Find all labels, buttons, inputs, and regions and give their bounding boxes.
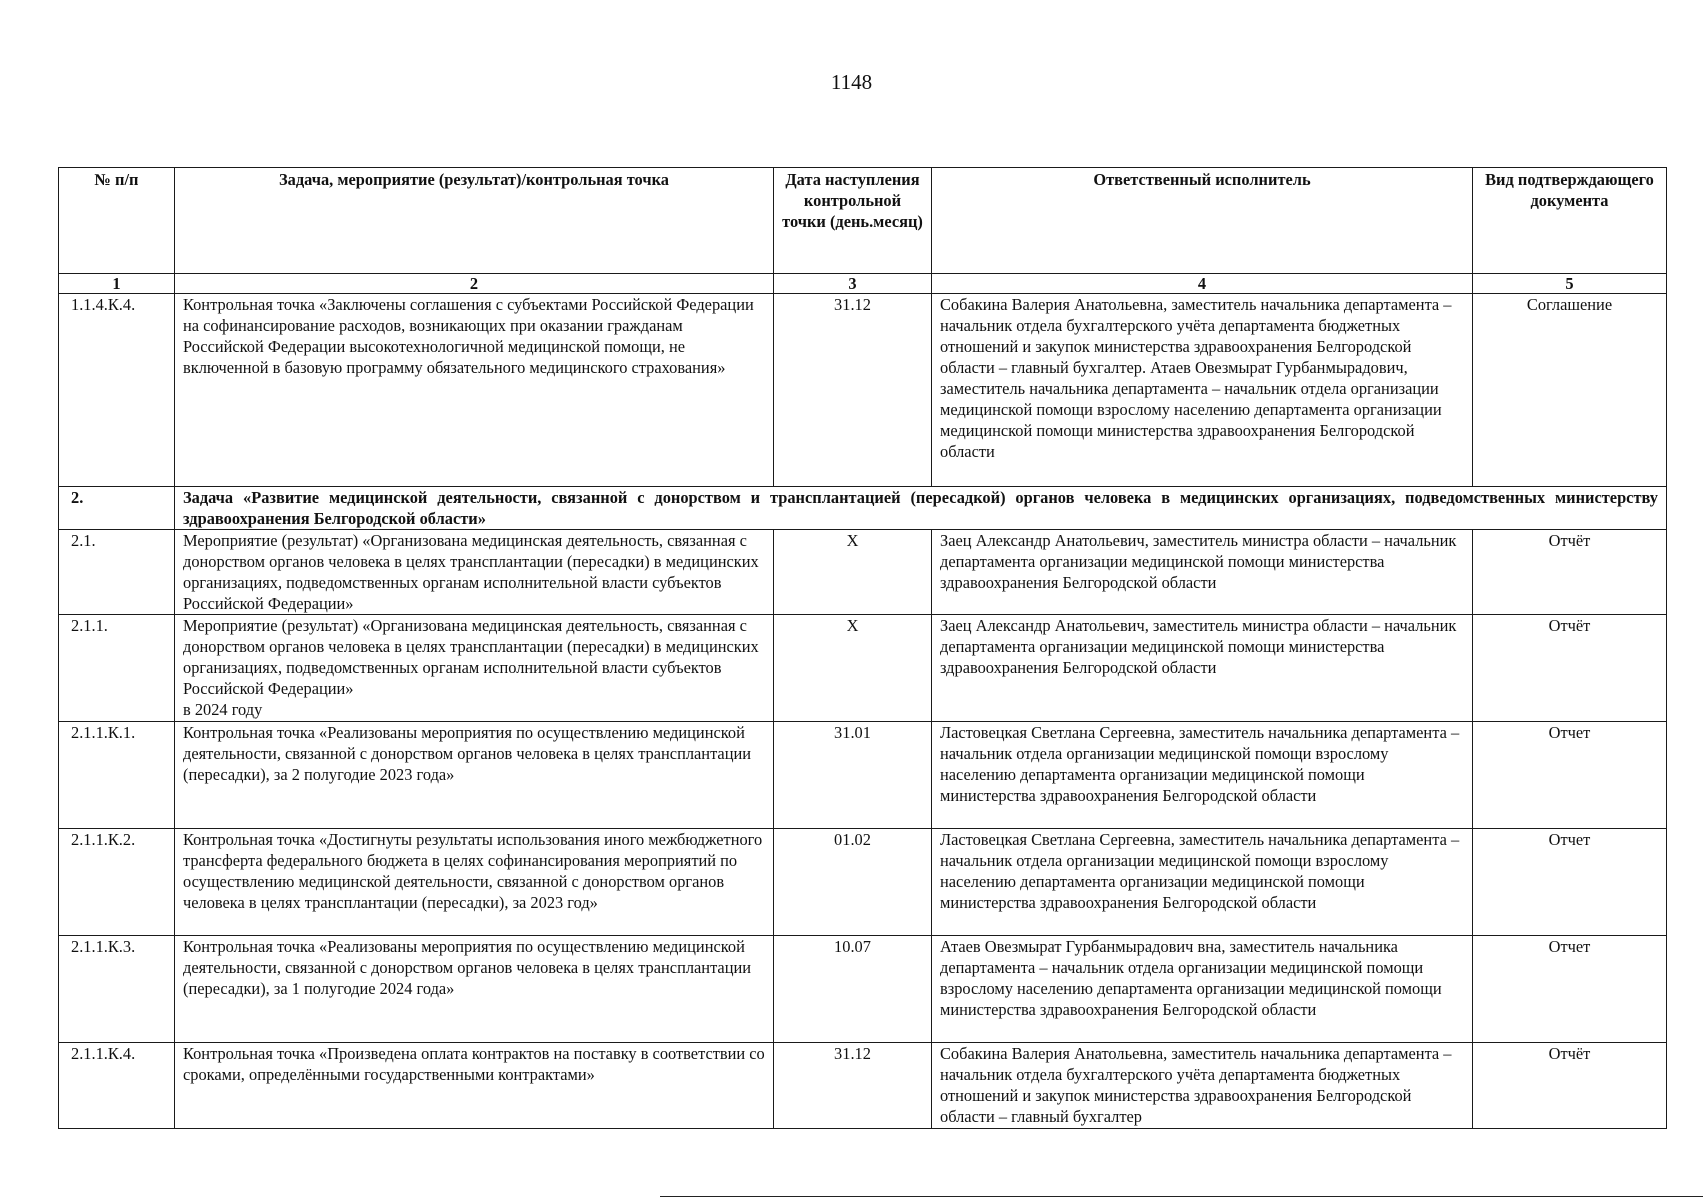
row-date: 31.12 (774, 1043, 932, 1129)
row-responsible: Собакина Валерия Анатольевна, заместитель начальника департамента – начальник отдела бухгалтерского учёта департамента бюджетных отношений и закупок министерства здравоохранения Белгородской области – главный бухгалтер (932, 1043, 1473, 1129)
task-row (59, 487, 1667, 530)
row-task-text: Контрольная точка «Реализованы мероприятия по осуществлению медицинской деятельности, связанной с донорством органов человека в целях трансплантации (пересадки), за 2 полугодие 2023 года» (175, 722, 774, 829)
table-row (59, 294, 1667, 487)
column-number: 1 (59, 274, 175, 294)
row-task-text: Контрольная точка «Достигнуты результаты использования иного межбюджетного трансферта федерального бюджета в целях софинансирования мероприятий по осуществлению медицинской деятельности, связанной с донорством органов человека в целях трансплантации (пересадки), за 2023 год» (175, 829, 774, 936)
row-date: 01.02 (774, 829, 932, 936)
header-task: Задача, мероприятие (результат)/контрольная точка (175, 168, 774, 274)
table-row (59, 615, 1667, 722)
row-date: Х (774, 615, 932, 722)
row-doc-type: Отчёт (1473, 530, 1667, 615)
table-row (59, 530, 1667, 615)
row-doc-type: Отчёт (1473, 1043, 1667, 1129)
row-task-text: Мероприятие (результат) «Организована медицинская деятельность, связанная с донорством органов человека в целях трансплантации (пересадки) в медицинских организациях, подведомственных органам исполнительной власти субъектов Российской Федерации» (183, 616, 759, 698)
table-row (59, 936, 1667, 1043)
row-number: 2.1.1. (59, 615, 175, 722)
column-number: 3 (774, 274, 932, 294)
bottom-divider-line (660, 1196, 1703, 1197)
task-title: Задача «Развитие медицинской деятельности, связанной с донорством и трансплантацией (пересадкой) органов человека в медицинских организациях, подведомственных министерству здравоохранения Белгородской области» (175, 487, 1667, 530)
row-task-extra: в 2024 году (183, 700, 263, 719)
header-num: № п/п (59, 168, 175, 274)
control-points-table (58, 167, 1667, 1129)
row-task-text: Контрольная точка «Произведена оплата контрактов на поставку в соответствии со сроками, определёнными государственными контрактами» (175, 1043, 774, 1129)
row-task-text: Мероприятие (результат) «Организована медицинская деятельность, связанная с донорством органов человека в целях трансплантации (пересадки) в медицинских организациях, подведомственных органам исполнительной власти субъектов Российской Федерации» (175, 530, 774, 615)
row-doc-type: Отчет (1473, 829, 1667, 936)
row-doc-type: Отчет (1473, 722, 1667, 829)
column-number: 5 (1473, 274, 1667, 294)
header-doc-type: Вид подтверждающего документа (1473, 168, 1667, 274)
row-responsible: Собакина Валерия Анатольевна, заместитель начальника департамента – начальник отдела бухгалтерского учёта департамента бюджетных отношений и закупок министерства здравоохранения Белгородской области – главный бухгалтер. Атаев Овезмырат Гурбанмырадович, заместитель начальника департамента – начальник отдела организации медицинской помощи взрослому населению департамента организации медицинской помощи министерства здравоохранения Белгородской области (932, 294, 1473, 487)
row-date: 10.07 (774, 936, 932, 1043)
row-responsible: Ластовецкая Светлана Сергеевна, заместитель начальника департамента – начальник отдела организации медицинской помощи взрослому населению департамента организации медицинской помощи министерства здравоохранения Белгородской области (932, 829, 1473, 936)
column-number: 4 (932, 274, 1473, 294)
table-row (59, 829, 1667, 936)
column-number: 2 (175, 274, 774, 294)
header-date: Дата наступления контрольной точки (день.месяц) (774, 168, 932, 274)
row-responsible: Заец Александр Анатольевич, заместитель министра области – начальник департамента организации медицинской помощи министерства здравоохранения Белгородской области (932, 615, 1473, 722)
header-responsible: Ответственный исполнитель (932, 168, 1473, 274)
row-number: 2.1.1.К.2. (59, 829, 175, 936)
table-row (59, 722, 1667, 829)
row-doc-type: Соглашение (1473, 294, 1667, 487)
table-row (59, 1043, 1667, 1129)
row-number: 2.1.1.К.4. (59, 1043, 175, 1129)
row-task-text: Контрольная точка «Реализованы мероприятия по осуществлению медицинской деятельности, связанной с донорством органов человека в целях трансплантации (пересадки), за 1 полугодие 2024 года» (175, 936, 774, 1043)
row-responsible: Ластовецкая Светлана Сергеевна, заместитель начальника департамента – начальник отдела организации медицинской помощи взрослому населению департамента организации медицинской помощи министерства здравоохранения Белгородской области (932, 722, 1473, 829)
row-number: 1.1.4.К.4. (59, 294, 175, 487)
row-doc-type: Отчёт (1473, 615, 1667, 722)
row-responsible: Атаев Овезмырат Гурбанмырадович вна, заместитель начальника департамента – начальник отдела организации медицинской помощи взрослому населению департамента организации медицинской помощи министерства здравоохранения Белгородской области (932, 936, 1473, 1043)
row-task-text: Контрольная точка «Заключены соглашения с субъектами Российской Федерации на софинансирование расходов, возникающих при оказании гражданам Российской Федерации высокотехнологичной медицинской помощи, не включенной в базовую программу обязательного медицинского страхования» (175, 294, 774, 487)
row-number: 2.1.1.К.3. (59, 936, 175, 1043)
row-doc-type: Отчет (1473, 936, 1667, 1043)
page-number: 1148 (830, 70, 873, 94)
row-responsible: Заец Александр Анатольевич, заместитель министра области – начальник департамента организации медицинской помощи министерства здравоохранения Белгородской области (932, 530, 1473, 615)
row-number: 2.1.1.К.1. (59, 722, 175, 829)
table-header-row (59, 168, 1667, 274)
row-date: 31.12 (774, 294, 932, 487)
row-number: 2.1. (59, 530, 175, 615)
task-number: 2. (59, 487, 175, 530)
row-date: 31.01 (774, 722, 932, 829)
row-date: Х (774, 530, 932, 615)
column-numbers-row (59, 274, 1667, 294)
row-task-cell (175, 615, 774, 722)
